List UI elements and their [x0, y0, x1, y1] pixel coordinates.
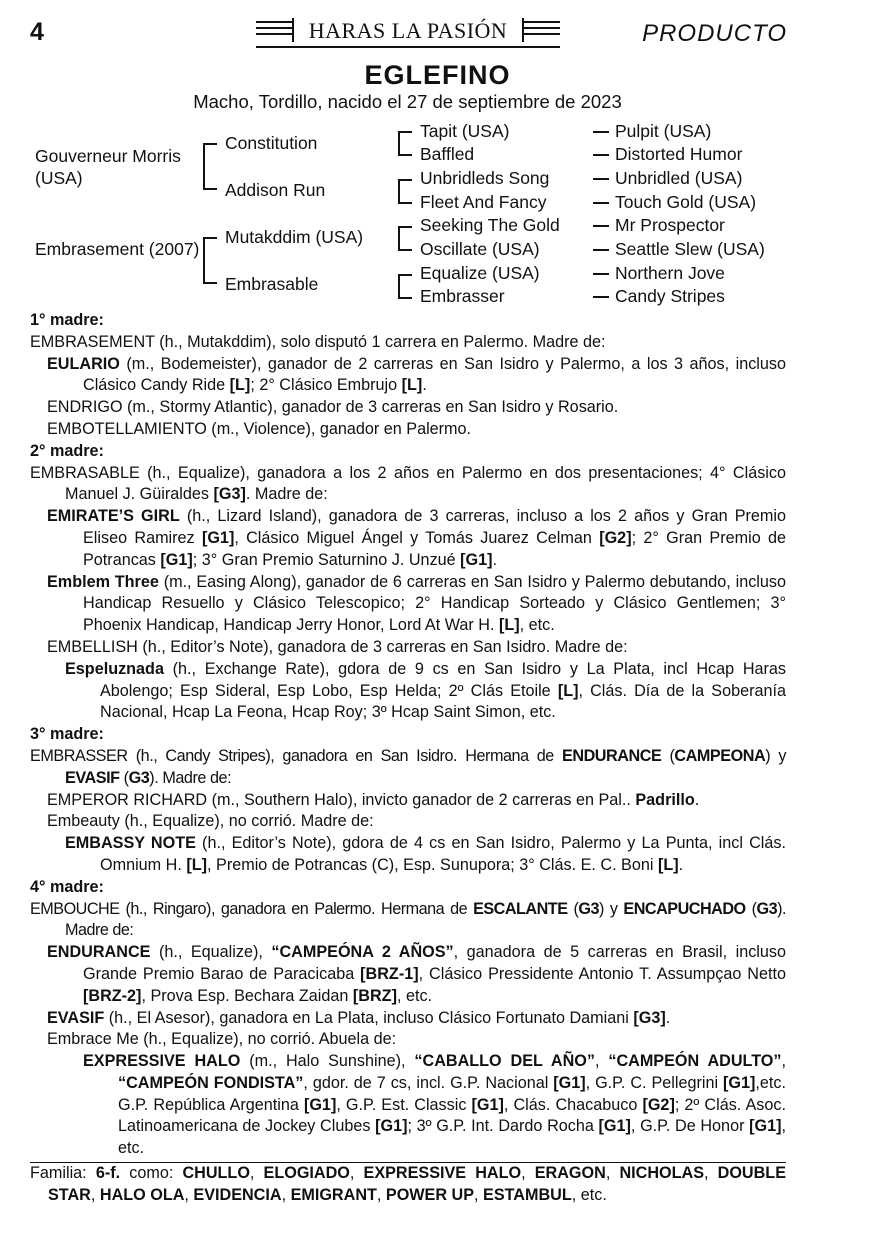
offspring-entry: EMIRATE’S GIRL (h., Lizard Island), ganadora de 3 carreras, incluso a los 2 años y Gran Premio Eliseo Ramirez [G1], Clásico Miguel Ángel y Tomás Juarez Celman [G2]; 2° Gran Premio de Potrancas [G1]; 3° Gran Premio Saturnino J. Unzué [G1]. — [47, 507, 786, 569]
section-heading: 1° madre: — [30, 311, 104, 329]
offspring-entry: EMPEROR RICHARD (m., Southern Halo), invicto ganador de 2 carreras en Pal.. Padrillo. — [47, 790, 700, 809]
dam-entry: EMBRASSER (h., Candy Stripes), ganadora en San Isidro. Hermana de ENDURANCE (CAMPEONA) y EVASIF (G3). Madre de: — [30, 746, 786, 787]
offspring-entry: EMBELLISH (h., Editor’s Note), ganadora de 3 carreras en San Isidro. Madre de: — [47, 637, 628, 656]
offspring-entry: EMBASSY NOTE (h., Editor’s Note), gdora de 4 cs en San Isidro, Palermo y La Punta, incl Clás. Omnium H. [L], Premio de Potrancas (C), Esp. Sunupora; 3° Clás. E. C. Boni [L]. — [65, 834, 786, 874]
offspring-entry: EMBOTELLAMIENTO (m., Violence), ganador en Palermo. — [47, 419, 472, 438]
offspring-entry: Espeluznada (h., Exchange Rate), gdora de 9 cs en San Isidro y La Plata, incl Hcap Haras Abolengo; Esp Sideral, Esp Lobo, Esp Helda; 2º Clás Etoile [L], Clás. Día de la Soberanía Nacional, Hcap La Feona, Hcap Roy; 3º Hcap Saint Simon, etc. — [65, 659, 786, 722]
brand-logo — [256, 18, 560, 48]
pedigree-g4: Mr Prospector — [615, 215, 725, 235]
pedigree-g3: Embrasser — [420, 286, 505, 306]
pedigree-g4: Northern Jove — [615, 263, 725, 283]
offspring-entry: Embrace Me (h., Equalize), no corrió. Abuela de: — [47, 1030, 397, 1049]
pedigree-sire-sire: Constitution — [225, 133, 318, 153]
horse-name: EGLEFINO — [364, 60, 511, 90]
pedigree-g4: Seattle Slew (USA) — [615, 239, 765, 259]
family-text — [30, 310, 786, 1207]
section-heading: 3° madre: — [30, 725, 104, 744]
section-heading: 2° madre: — [30, 441, 104, 460]
section-label: PRODUCTO — [642, 20, 787, 47]
page-number: 4 — [30, 18, 44, 46]
brand-bars-right-icon — [524, 21, 560, 41]
brand-bars-left-icon — [256, 21, 292, 41]
offspring-entry: ENDURANCE (h., Equalize), “CAMPEÓNA 2 AÑOS”, ganadora de 5 carreras en Brasil, incluso Grande Premio Barao de Paracicaba [BRZ-1], Clásico Pressidente Antonio T. Assumpçao Netto [BRZ-2], Prova Esp. Bechara Zaidan [BRZ], etc. — [47, 943, 786, 1005]
pedigree-g4: Pulpit (USA) — [615, 121, 712, 141]
pedigree-dam-sire: Mutakddim (USA) — [225, 227, 364, 247]
offspring-entry: EVASIF (h., El Asesor), ganadora en La Plata, incluso Clásico Fortunato Damiani [G3]. — [47, 1008, 671, 1027]
horse-description: Macho, Tordillo, nacido el 27 de septiembre de 2023 — [193, 91, 622, 112]
offspring-entry: EULARIO (m., Bodemeister), ganador de 2 carreras en San Isidro y Palermo, a los 3 años, incluso Clásico Candy Ride [L]; 2° Clásico Embrujo [L]. — [47, 354, 786, 395]
pedigree-sire: Gouverneur Morris (USA) — [35, 146, 181, 188]
pedigree-g3: Seeking The Gold — [420, 215, 560, 235]
offspring-entry: ENDRIGO (m., Stormy Atlantic), ganador de 3 carreras en San Isidro y Rosario. — [47, 398, 619, 417]
pedigree-dam-dam: Embrasable — [225, 274, 319, 294]
offspring-entry: Emblem Three (m., Easing Along), ganador de 6 carreras en San Isidro y Palermo debutando, incluso Handicap Resuello y Clásico Telescopico; 2° Handicap Sorteado y Clásico Gentlemen; 3° Phoenix Handicap, Handicap Jerry Honor, Lord At War H. [L], etc. — [47, 572, 786, 635]
pedigree-g4: Distorted Humor — [615, 144, 743, 164]
offspring-entry: Embeauty (h., Equalize), no corrió. Madre de: — [47, 812, 374, 831]
pedigree-g3: Baffled — [420, 144, 475, 164]
pedigree-g4: Touch Gold (USA) — [615, 192, 757, 212]
pedigree-g4: Unbridled (USA) — [615, 168, 743, 188]
family-line: Familia: 6-f. como: CHULLO, ELOGIADO, EXPRESSIVE HALO, ERAGON, NICHOLAS, DOUBLE STAR, HALO OLA, EVIDENCIA, EMIGRANT, POWER UP, ESTAMBUL, etc. — [30, 1162, 786, 1207]
dam-entry: EMBRASEMENT (h., Mutakddim), solo disputó 1 carrera en Palermo. Madre de: — [30, 332, 606, 351]
section-heading: 4° madre: — [30, 877, 104, 896]
brand-name: HARAS LA PASIÓN — [308, 18, 508, 43]
pedigree-g3: Equalize (USA) — [420, 263, 540, 283]
pedigree-g4: Candy Stripes — [615, 286, 725, 306]
dam-entry: EMBOUCHE (h., Ringaro), ganadora en Palermo. Hermana de ESCALANTE (G3) y ENCAPUCHADO (G3). Madre de: — [30, 899, 787, 940]
pedigree-sire-dam: Addison Run — [225, 180, 326, 200]
pedigree-g3: Fleet And Fancy — [420, 192, 547, 212]
pedigree-g3: Tapit (USA) — [420, 121, 510, 141]
offspring-entry: EXPRESSIVE HALO (m., Halo Sunshine), “CABALLO DEL AÑO”, “CAMPEÓN ADULTO”, “CAMPEÓN FONDISTA”, gdor. de 7 cs, incl. G.P. Nacional [G1], G.P. C. Pellegrini [G1],etc. G.P. República Argentina [G1], G.P. Est. Classic [G1], Clás. Chacabuco [G2]; 2º Clás. Asoc. Latinoamericana de Jockey Clubes [G1]; 3º G.P. Int. Dardo Rocha [G1], G.P. De Honor [G1], etc. — [83, 1052, 786, 1158]
pedigree-g3: Unbridleds Song — [420, 168, 550, 188]
dam-entry: EMBRASABLE (h., Equalize), ganadora a los 2 años en Palermo en dos presentaciones; 4° Clásico Manuel J. Güiraldes [G3]. Madre de: — [30, 463, 786, 504]
pedigree-dam: Embrasement (2007) — [35, 239, 200, 259]
pedigree-g3: Oscillate (USA) — [420, 239, 540, 259]
